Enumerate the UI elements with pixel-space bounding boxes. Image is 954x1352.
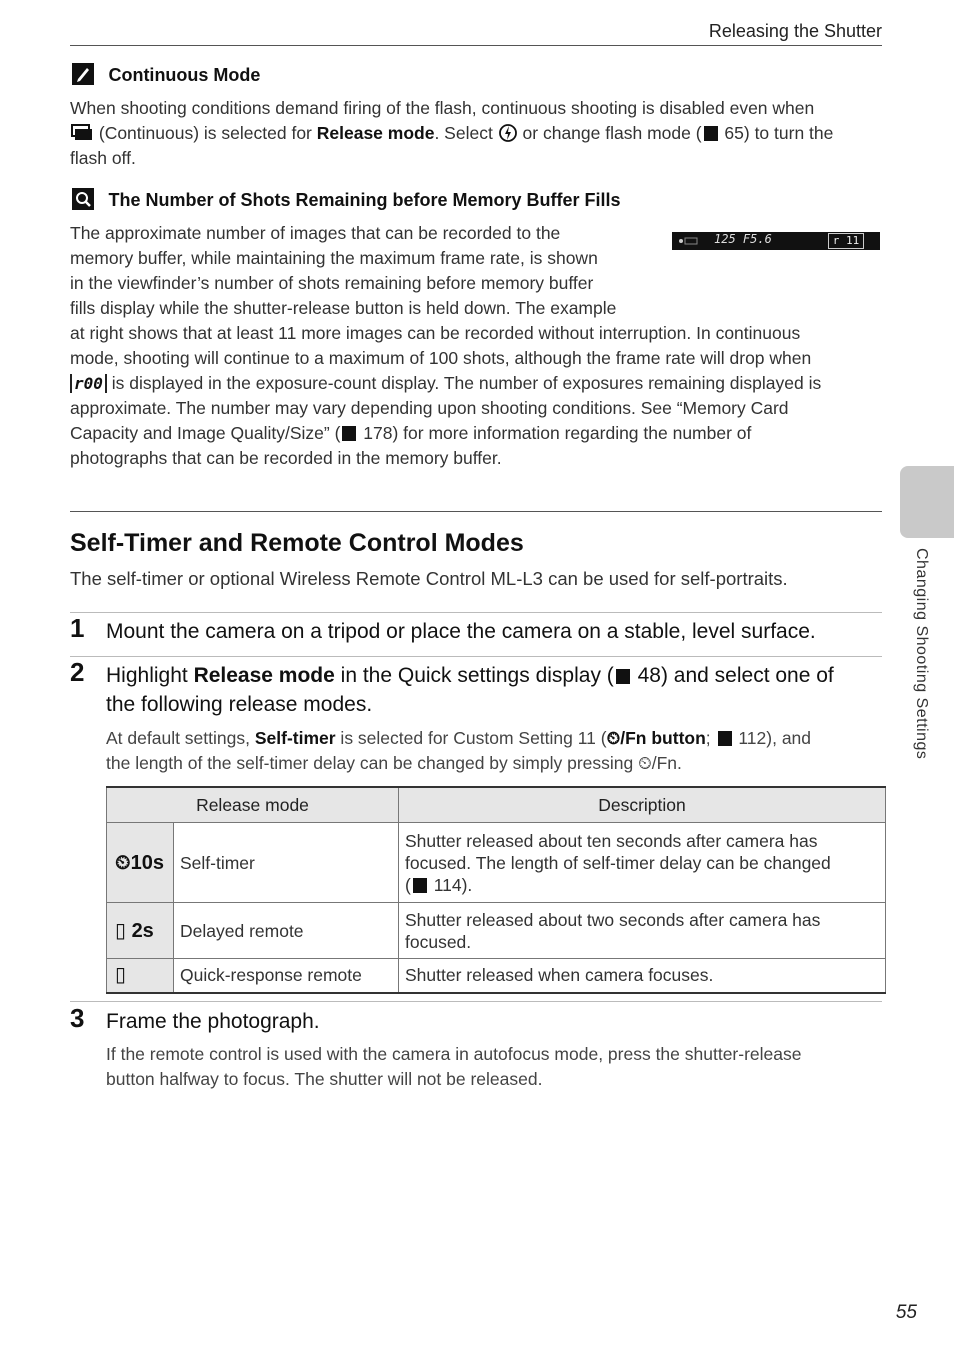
- header-title: Releasing the Shutter: [708, 21, 882, 41]
- mode-description: Shutter released about ten seconds after camera has focused. The length of self-timer delay can be changed ( 114).: [399, 823, 886, 903]
- release-mode-table: [106, 786, 886, 994]
- continuous-icon: [70, 124, 94, 142]
- divider: [70, 612, 882, 613]
- note-buffer-title: [72, 188, 621, 215]
- text-line: in the viewfinder’s number of shots remaining before memory buffer: [70, 273, 594, 293]
- page-ref-icon: [342, 426, 356, 441]
- step-text: Highlight Release mode in the Quick settings display ( 48) and select one of the following release modes.: [106, 664, 834, 716]
- running-header: [70, 18, 882, 46]
- divider: [70, 1001, 882, 1002]
- table-row: [107, 823, 886, 903]
- text-line: approximate. The number may vary depending upon shooting conditions. See “Memory Card: [70, 398, 789, 418]
- text-line: r00 is displayed in the exposure-count display. The number of exposures remaining displayed is: [70, 371, 890, 396]
- page-ref-icon: [616, 669, 630, 684]
- text-line: at right shows that at least 11 more images can be recorded without interruption. In continuous: [70, 323, 801, 343]
- step-number: 2: [70, 657, 85, 687]
- note-title: The Number of Shots Remaining before Memory Buffer Fills: [108, 190, 621, 210]
- step-note: If the remote control is used with the camera in autofocus mode, press the shutter-release button halfway to focus. The shutter will not be released.: [106, 1044, 802, 1089]
- step-number: 1: [70, 613, 85, 643]
- column-header: Release mode: [107, 787, 399, 823]
- mode-description: Shutter released about two seconds after camera has focused.: [399, 903, 886, 959]
- note-icon: [72, 188, 94, 210]
- step-note: At default settings, Self-timer is selected for Custom Setting 11 (⏲/Fn button; 112), and the length of the self-timer delay can be changed by simply pressing ⏲/Fn.: [106, 728, 812, 773]
- text-line: fills display while the shutter-release button is held down. The example: [70, 298, 617, 318]
- page-ref-icon: [704, 126, 718, 141]
- section-title: Self-Timer and Remote Control Modes: [70, 529, 524, 557]
- text-line: flash off.: [70, 148, 136, 168]
- quick-remote-icon: ▯: [107, 959, 174, 993]
- text-line: memory buffer, while maintaining the maximum frame rate, is shown: [70, 248, 598, 268]
- text-line: mode, shooting will continue to a maximum of 100 shots, although the frame rate will drop when: [70, 348, 812, 368]
- note-continuous-body: [70, 96, 890, 171]
- viewfinder-readout: 125 F5.6: [714, 232, 772, 246]
- caution-icon: [72, 63, 94, 85]
- section-divider: [70, 511, 882, 512]
- table-row: [107, 959, 886, 993]
- mode-description: Shutter released when camera focuses.: [399, 959, 886, 993]
- chapter-tab: [900, 466, 954, 538]
- viewfinder-count: r 11: [828, 233, 864, 249]
- text-line: photographs that can be recorded in the memory buffer.: [70, 448, 502, 468]
- buffer-full-display: r00: [70, 374, 107, 393]
- text-line: Capacity and Image Quality/Size” ( 178) for more information regarding the number of: [70, 423, 752, 443]
- flash-off-icon: [498, 123, 518, 143]
- text-line: When shooting conditions demand firing of the flash, continuous shooting is disabled even when: [70, 98, 815, 118]
- note-buffer-body: [70, 221, 890, 471]
- column-header: Description: [399, 787, 886, 823]
- page-ref-icon: [413, 878, 427, 893]
- step-number: 3: [70, 1003, 85, 1033]
- page-number: 55: [895, 1302, 917, 1323]
- table-header-row: [107, 787, 886, 823]
- divider: [70, 656, 882, 657]
- page-ref-icon: [718, 731, 732, 746]
- note-continuous-title: [72, 63, 261, 90]
- mode-name: Self-timer: [174, 823, 399, 903]
- note-title: Continuous Mode: [108, 65, 261, 85]
- self-timer-icon: ⏲10s: [107, 823, 174, 903]
- mode-name: Delayed remote: [174, 903, 399, 959]
- text-line: (Continuous) is selected for Release mode. Select or change flash mode ( 65) to turn the: [70, 121, 890, 146]
- section-intro: The self-timer or optional Wireless Remote Control ML-L3 can be used for self-portraits.: [70, 568, 788, 589]
- chapter-label: Changing Shooting Settings: [913, 548, 930, 760]
- delayed-remote-icon: ▯ 2s: [107, 903, 174, 959]
- text-line: The approximate number of images that can be recorded to the: [70, 223, 561, 243]
- step-text: Mount the camera on a tripod or place the camera on a stable, level surface.: [106, 620, 816, 643]
- mode-name: Quick-response remote: [174, 959, 399, 993]
- step-text: Frame the photograph.: [106, 1010, 320, 1033]
- table-row: [107, 903, 886, 959]
